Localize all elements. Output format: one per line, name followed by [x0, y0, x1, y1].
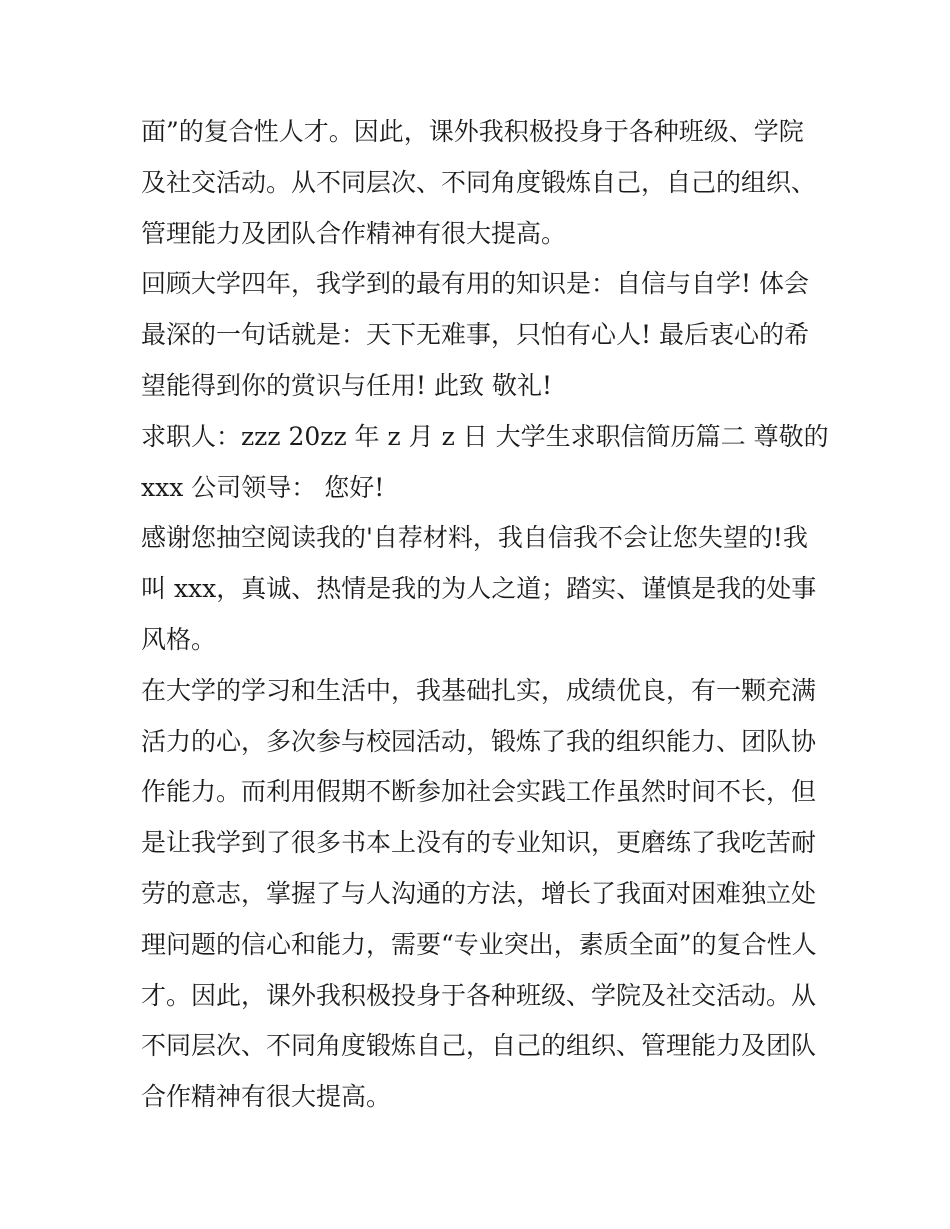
text-line: 活力的心，多次参与校园活动，锻炼了我的组织能力、团队协 — [141, 726, 817, 756]
text-line: 劳的意志，掌握了与人沟通的方法，增长了我面对困难独立处 — [141, 878, 817, 908]
body-text — [141, 107, 831, 1123]
text-line: 最深的一句话就是：天下无难事，只怕有心人! 最后衷心的希 — [141, 320, 809, 350]
text-line: 回顾大学四年，我学到的最有用的知识是：自信与自学! 体会 — [141, 269, 809, 299]
text-line: 及社交活动。从不同层次、不同角度锻炼自己，自己的组织、 — [141, 167, 817, 197]
text-line: 在大学的学习和生活中，我基础扎实，成绩优良，有一颗充满 — [141, 675, 817, 705]
text-line: 管理能力及团队合作精神有很大提高。 — [141, 218, 567, 248]
text-line: 才。因此，课外我积极投身于各种班级、学院及社交活动。从 — [141, 980, 817, 1010]
text-line: 感谢您抽空阅读我的'自荐材料，我自信我不会让您失望的!我 — [141, 523, 808, 553]
text-line: 求职人：zzz 20zz 年 z 月 z 日 大学生求职信简历篇二 尊敬的 — [141, 421, 829, 451]
text-line: 是让我学到了很多书本上没有的专业知识，更磨练了我吃苦耐 — [141, 828, 817, 858]
text-line: xxx 公司领导： 您好! — [141, 472, 385, 502]
text-line: 合作精神有很大提高。 — [141, 1082, 392, 1112]
text-line: 理问题的信心和能力，需要“专业突出，素质全面”的复合性人 — [141, 929, 817, 959]
text-line: 作能力。而利用假期不断参加社会实践工作虽然时间不长，但 — [141, 777, 817, 807]
text-line: 叫 xxx，真诚、热情是我的为人之道；踏实、谨慎是我的处事 — [141, 574, 817, 604]
text-line: 望能得到你的赏识与任用! 此致 敬礼! — [141, 370, 552, 400]
text-line: 风格。 — [141, 624, 217, 654]
text-line: 面”的复合性人才。因此，课外我积极投身于各种班级、学院 — [141, 117, 804, 146]
text-line: 不同层次、不同角度锻炼自己，自己的组织、管理能力及团队 — [141, 1031, 817, 1061]
